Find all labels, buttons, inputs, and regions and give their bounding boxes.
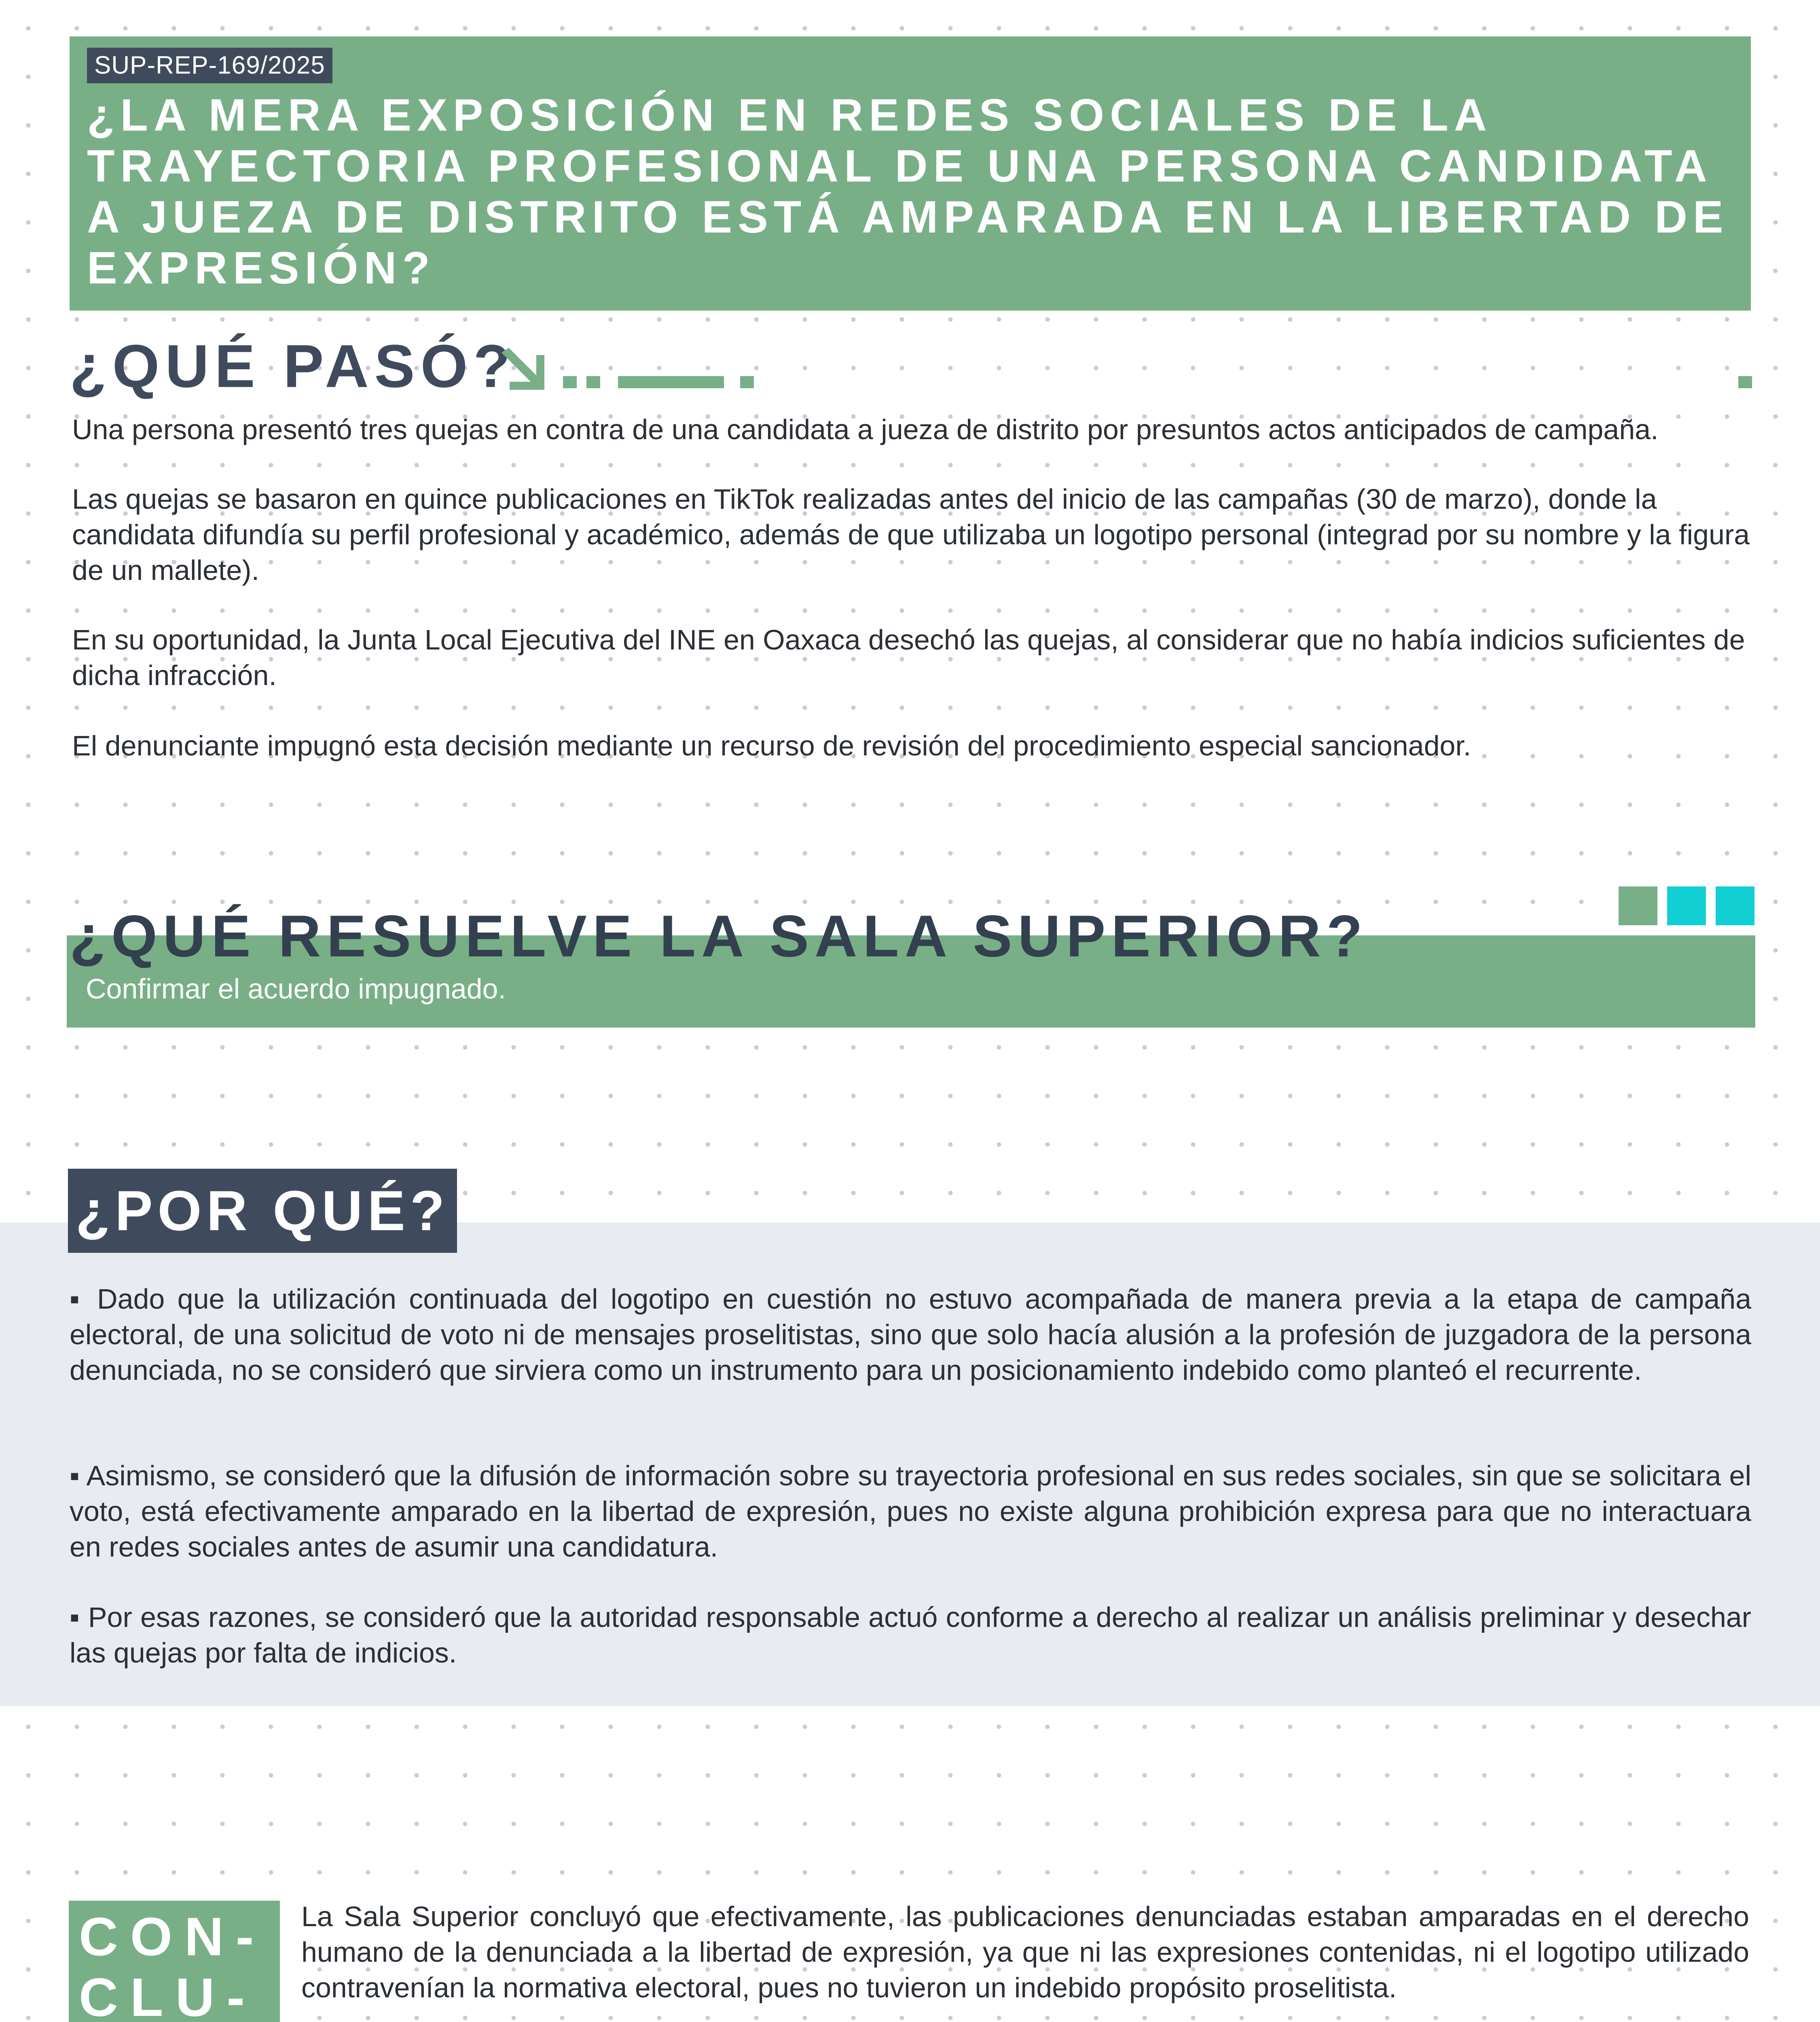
que-paso-heading: ¿QUÉ PASÓ? <box>70 332 516 400</box>
reason-bullet: ▪ Por esas razones, se consideró que la autoridad responsable actuó conforme a derecho al realizar un análisis preliminar y desechar las quejas por falta de indicios. <box>70 1601 1751 1669</box>
conclusion-label-line: CLU- <box>79 1967 257 2022</box>
decorative-square <box>1667 886 1706 925</box>
decorative-square <box>1619 886 1657 925</box>
por-que-heading: ¿POR QUÉ? <box>68 1169 457 1253</box>
reason-bullet: ▪ Asimismo, se consideró que la difusión de información sobre su trayectoria profesional en sus redes sociales, sin que se solicitara el voto, está efectivamente amparado en la libertad de expresión, pues no existe alguna prohibición expresa para que no interactuara en redes sociales antes de asumir una candidatura. <box>70 1460 1751 1563</box>
reason-bullet: ▪ Dado que la utilización continuada del logotipo en cuestión no estuvo acompañada de manera previa a la etapa de campaña electoral, de una solicitud de voto ni de mensajes proselitistas, sino que solo hacía alusión a la profesión de juzgadora de la persona denunciada, no se consideró que sirviera como un instrumento para un posicionamiento indebido como planteó el recurrente. <box>70 1283 1751 1386</box>
arrow-down-right-icon <box>497 348 546 392</box>
decorative-dash <box>618 376 724 388</box>
decorative-square <box>1716 886 1754 925</box>
conclusion-text: La Sala Superior concluyó que efectivamente, las publicaciones denunciadas estaban amparadas en el derecho humano de la denunciada a la libertad de expresión, ya que ni las expresiones contenidas, ni el logotipo utilizado contravenían la normativa electoral, pues no tuvieron un indebido propósito proselitista. <box>301 1901 1749 2003</box>
que-paso-paragraph: El denunciante impugnó esta decisión mediante un recurso de revisión del procedimiento especial sancionador. <box>72 730 1471 761</box>
que-paso-paragraph: Una persona presentó tres quejas en contra de una candidata a jueza de distrito por presuntos actos anticipados de campaña. <box>72 414 1659 445</box>
que-paso-paragraph: Las quejas se basaron en quince publicaciones en TikTok realizadas antes del inicio de las campañas (30 de marzo), donde la candidata difundía su perfil profesional y académico, además de que utilizaba un logotipo personal (integrad por su nombre y la figura de un mallete). <box>72 483 1750 586</box>
main-title: ¿LA MERA EXPOSICIÓN EN REDES SOCIALES DE LA TRAYECTORIA PROFESIONAL DE UNA PERSONA CANDIDATA A JUEZA DE DISTRITO ESTÁ AMPARADA EN LA LIBERTAD DE EXPRESIÓN? <box>87 90 1729 293</box>
decorative-dash <box>563 376 577 388</box>
decorative-dash <box>740 376 754 388</box>
que-paso-paragraph: En su oportunidad, la Junta Local Ejecutiva del INE en Oaxaca desechó las quejas, al considerar que no había indicios suficientes de dicha infracción. <box>72 624 1745 691</box>
decorative-dash <box>1738 376 1752 388</box>
case-id-badge: SUP-REP-169/2025 <box>87 48 332 83</box>
que-resuelve-heading: ¿QUÉ RESUELVE LA SALA SUPERIOR? <box>70 903 1368 969</box>
resolution-answer: Confirmar el acuerdo impugnado. <box>86 973 506 1005</box>
decorative-dash <box>586 376 600 388</box>
conclusion-label-line: CON- <box>79 1907 266 1967</box>
